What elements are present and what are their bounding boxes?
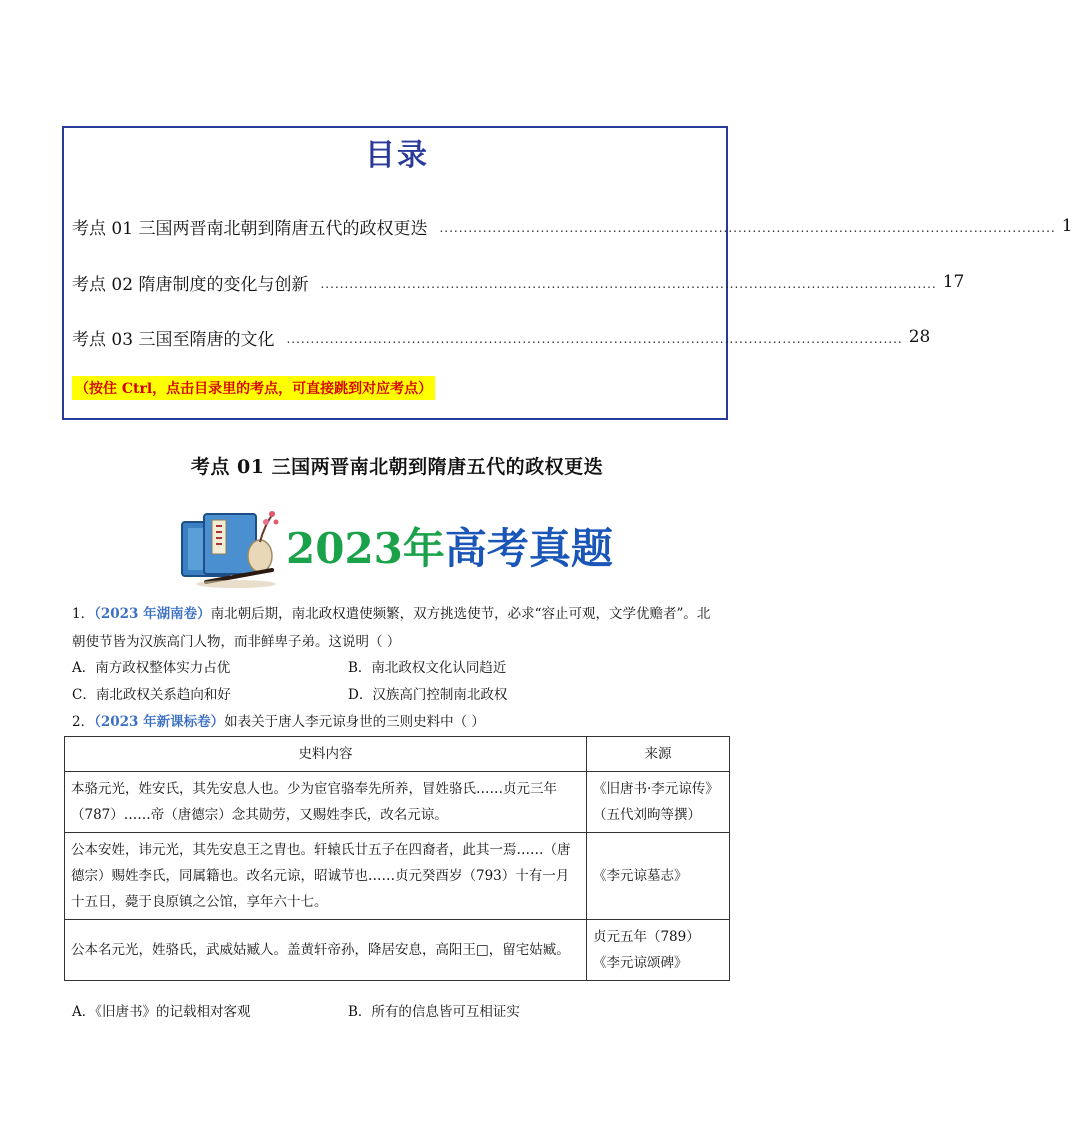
toc-leader-dots: ................................................................................................................................ [286,332,903,346]
table-cell-content [65,772,587,833]
toc-page-number: 1 [1061,216,1073,236]
source-table [64,736,730,981]
table-cell-source [586,920,729,981]
question-number: 2． [72,714,95,730]
table-cell-content [65,833,587,920]
table-cell-source [586,772,729,833]
table-header-content: 史料内容 [65,737,587,772]
table-row [65,833,730,920]
q1-option-d[interactable]: D．汉族高门控制南北政权 [348,687,508,703]
table-cell-source [586,833,729,920]
q1-option-a[interactable]: A．南方政权整体实力占优 [72,660,231,676]
cell-line: （787）……帝（唐德宗）念其勋劳，又赐姓李氏，改名元谅。 [71,807,448,823]
question-stem: 如表关于唐人李元谅身世的三则史料中（ ） [224,714,485,730]
toc-entry-1[interactable] [72,212,1073,240]
question-1-stem-line-1 [72,602,710,622]
cell-line: 十五日，薨于良原镇之公馆，享年六十七。 [71,894,328,910]
books-illustration-icon [176,500,286,590]
cell-line: 德宗）赐姓李氏，同属籍也。改名元谅，昭诚节也……贞元癸酉岁（793）十有一月 [71,868,570,884]
banner-year: 2023年 [286,524,445,573]
toc-entry-label[interactable]: 考点 02 隋唐制度的变化与创新 [72,274,309,295]
toc-page-number: 28 [908,327,931,347]
cell-line: 《李元谅颂碑》 [592,955,688,971]
q1-option-b[interactable]: B．南北政权文化认同趋近 [348,660,507,676]
toc-leader-dots: ................................................................................................................................ [320,277,937,291]
banner-title [286,516,613,576]
q1-option-c[interactable]: C．南北政权关系趋向和好 [72,687,231,703]
q2-option-b[interactable]: B．所有的信息皆可互相证实 [348,1004,520,1020]
cell-line: 本骆元光，姓安氏，其先安息人也。少为宦官骆奉先所养，冒姓骆氏……贞元三年 [71,781,557,797]
cell-line: 《李元谅墓志》 [592,868,688,884]
cell-line: 公本名元光，姓骆氏，武威姑臧人。盖黄轩帝孙，降居安息，高阳王□，留宅姑臧。 [71,942,570,958]
question-1-stem-line-2: 朝使节皆为汉族高门人物，而非鲜卑子弟。这说明（ ） [72,634,401,650]
table-header-row [65,737,730,772]
toc-entry-label[interactable]: 考点 03 三国至隋唐的文化 [72,329,275,350]
cell-line: 《旧唐书·李元谅传》 [592,781,719,797]
toc-title: 目录 [365,138,429,173]
cell-line: 公本安姓，讳元光，其先安息王之胄也。轩辕氏廿五子在四裔者，此其一焉……（唐 [71,842,571,858]
cell-line: 贞元五年（789） [592,929,700,945]
exam-banner [176,500,616,590]
table-row [65,772,730,833]
question-2-stem [72,710,485,730]
table-cell-content [65,920,587,981]
table-header-source: 来源 [586,737,729,772]
question-stem: 南北朝后期，南北政权遣使频繁，双方挑选使节，必求“容止可观，文学优赡者”。北 [210,606,711,622]
toc-hint-note: （按住 Ctrl，点击目录里的考点，可直接跳到对应考点） [72,376,435,400]
question-number: 1． [72,606,95,622]
banner-subtitle: 高考真题 [444,524,613,573]
toc-entry-3[interactable] [72,323,931,351]
section-heading: 考点 01 三国两晋南北朝到隋唐五代的政权更迭 [190,456,604,478]
exam-source-tag: （2023 年湖南卷） [94,606,211,622]
q2-option-a[interactable]: A．《旧唐书》的记载相对客观 [72,1004,251,1020]
exam-source-tag: （2023 年新课标卷） [94,714,225,730]
toc-leader-dots: ................................................................................................................................ [439,221,1056,235]
table-row [65,920,730,981]
toc-entry-2[interactable] [72,268,965,296]
toc-page-number: 17 [942,272,965,292]
cell-line: （五代刘昫等撰） [592,807,701,823]
toc-entry-label[interactable]: 考点 01 三国两晋南北朝到隋唐五代的政权更迭 [72,218,428,239]
